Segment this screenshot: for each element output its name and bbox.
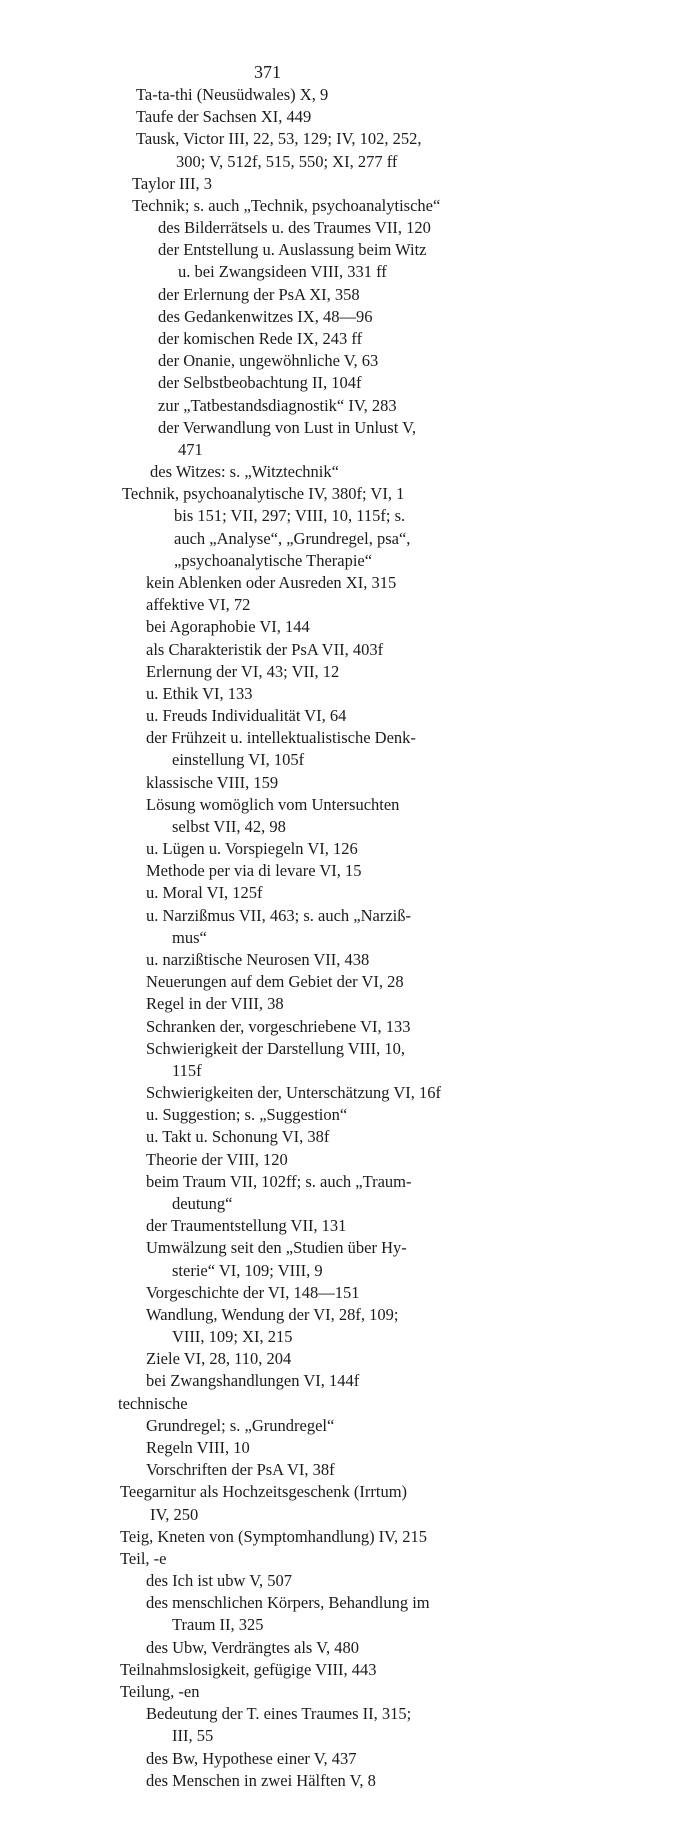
index-line: Schranken der, vorgeschriebene VI, 133 (146, 1016, 411, 1036)
index-line: Schwierigkeit der Darstellung VIII, 10, (146, 1038, 406, 1058)
index-line: u. Freuds Individualität VI, 64 (146, 706, 347, 726)
index-line: selbst VII, 42, 98 (172, 816, 286, 836)
index-line: der Frühzeit u. intellektualistische Denk- (146, 728, 416, 748)
index-line: Vorgeschichte der VI, 148—151 (146, 1282, 360, 1302)
index-line: „psychoanalytische Therapie“ (174, 550, 373, 570)
index-line: zur „Tatbestandsdiagnostik“ IV, 283 (158, 395, 397, 415)
index-line: 471 (178, 439, 203, 459)
index-line: der komischen Rede IX, 243 ff (158, 328, 363, 348)
index-line: des Witzes: s. „Witztechnik“ (150, 462, 339, 482)
index-line: Teig, Kneten von (Symptomhandlung) IV, 215 (120, 1526, 427, 1546)
index-line: mus“ (172, 927, 207, 947)
index-line: Regeln VIII, 10 (146, 1437, 250, 1457)
index-line: VIII, 109; XI, 215 (172, 1327, 293, 1347)
page-number: 371 (254, 62, 281, 82)
index-line: u. Ethik VI, 133 (146, 683, 253, 703)
index-line: sterie“ VI, 109; VIII, 9 (172, 1260, 323, 1280)
index-line: Ziele VI, 28, 110, 204 (146, 1349, 292, 1369)
index-line: Methode per via di levare VI, 15 (146, 861, 362, 881)
index-line: des Bw, Hypothese einer V, 437 (146, 1748, 357, 1768)
index-line: Teegarnitur als Hochzeitsgeschenk (Irrtum) (120, 1482, 408, 1502)
index-line: Theorie der VIII, 120 (146, 1149, 288, 1169)
index-line: klassische VIII, 159 (146, 772, 279, 792)
index-line: Ta-ta-thi (Neusüdwales) X, 9 (136, 85, 329, 104)
index-line: bei Zwangshandlungen VI, 144f (146, 1371, 360, 1391)
index-line: als Charakteristik der PsA VII, 403f (146, 639, 384, 659)
index-line: u. Moral VI, 125f (146, 883, 263, 903)
index-line: u. bei Zwangsideen VIII, 331 ff (178, 262, 387, 282)
index-line: Regel in der VIII, 38 (146, 994, 284, 1014)
index-line: Wandlung, Wendung der VI, 28f, 109; (146, 1304, 399, 1324)
index-line: affektive VI, 72 (146, 595, 251, 615)
index-line: u. Lügen u. Vorspiegeln VI, 126 (146, 839, 358, 859)
index-line: IV, 250 (150, 1504, 199, 1524)
index-line: Vorschriften der PsA VI, 38f (146, 1460, 335, 1480)
index-line: beim Traum VII, 102ff; s. auch „Traum- (146, 1171, 412, 1191)
index-line: Teilnahmslosigkeit, gefügige VIII, 443 (120, 1659, 377, 1679)
index-line: Grundregel; s. „Grundregel“ (146, 1415, 335, 1435)
index-line: der Onanie, ungewöhnliche V, 63 (158, 351, 379, 371)
index-line: Neuerungen auf dem Gebiet der VI, 28 (146, 972, 404, 992)
index-line: u. narzißtische Neurosen VII, 438 (146, 950, 370, 970)
index-line: des Gedankenwitzes IX, 48—96 (158, 306, 373, 326)
index-line: Technik, psychoanalytische IV, 380f; VI, 1 (122, 484, 405, 504)
index-line: bis 151; VII, 297; VIII, 10, 115f; s. (174, 506, 406, 526)
index-line: der Erlernung der PsA XI, 358 (158, 284, 360, 304)
index-line: des menschlichen Körpers, Behandlung im (146, 1593, 430, 1613)
index-line: technische (118, 1393, 188, 1413)
index-line: einstellung VI, 105f (172, 750, 305, 770)
index-line: der Selbstbeobachtung II, 104f (158, 373, 362, 393)
index-line: Lösung womöglich vom Untersuchten (146, 794, 400, 814)
index-line: der Traumentstellung VII, 131 (146, 1216, 347, 1236)
index-line: III, 55 (172, 1726, 214, 1746)
index-line: u. Takt u. Schonung VI, 38f (146, 1127, 330, 1147)
index-line: 115f (172, 1060, 202, 1080)
index-line: des Ubw, Verdrängtes als V, 480 (146, 1637, 359, 1657)
index-line: kein Ablenken oder Ausreden XI, 315 (146, 572, 397, 592)
index-line: Taylor III, 3 (132, 173, 212, 193)
index-line: Technik; s. auch „Technik, psychoanalytische“ (132, 195, 441, 215)
index-line: des Ich ist ubw V, 507 (146, 1571, 293, 1591)
index-line: Schwierigkeiten der, Unterschätzung VI, 16f (146, 1083, 442, 1103)
index-line: bei Agoraphobie VI, 144 (146, 617, 310, 637)
index-line: des Bilderrätsels u. des Traumes VII, 120 (158, 218, 431, 238)
index-line: deutung“ (172, 1194, 233, 1213)
index-line: Umwälzung seit den „Studien über Hy- (146, 1238, 407, 1258)
index-line: des Menschen in zwei Hälften V, 8 (146, 1770, 376, 1790)
index-line: Teil, -e (120, 1548, 167, 1568)
index-line: Bedeutung der T. eines Traumes II, 315; (146, 1704, 412, 1724)
index-line: Taufe der Sachsen XI, 449 (136, 107, 312, 127)
index-line: u. Narzißmus VII, 463; s. auch „Narziß- (146, 905, 411, 925)
index-line: Tausk, Victor III, 22, 53, 129; IV, 102, 252, (136, 129, 422, 149)
index-line: Erlernung der VI, 43; VII, 12 (146, 661, 340, 681)
index-line: Traum II, 325 (172, 1615, 264, 1635)
index-line: der Entstellung u. Auslassung beim Witz (158, 240, 427, 260)
index-line: u. Suggestion; s. „Suggestion“ (146, 1105, 348, 1125)
index-line: 300; V, 512f, 515, 550; XI, 277 ff (176, 151, 398, 171)
index-line: Teilung, -en (120, 1681, 200, 1701)
index-line: auch „Analyse“, „Grundregel, psa“, (174, 528, 411, 548)
index-line: der Verwandlung von Lust in Unlust V, (158, 417, 417, 437)
